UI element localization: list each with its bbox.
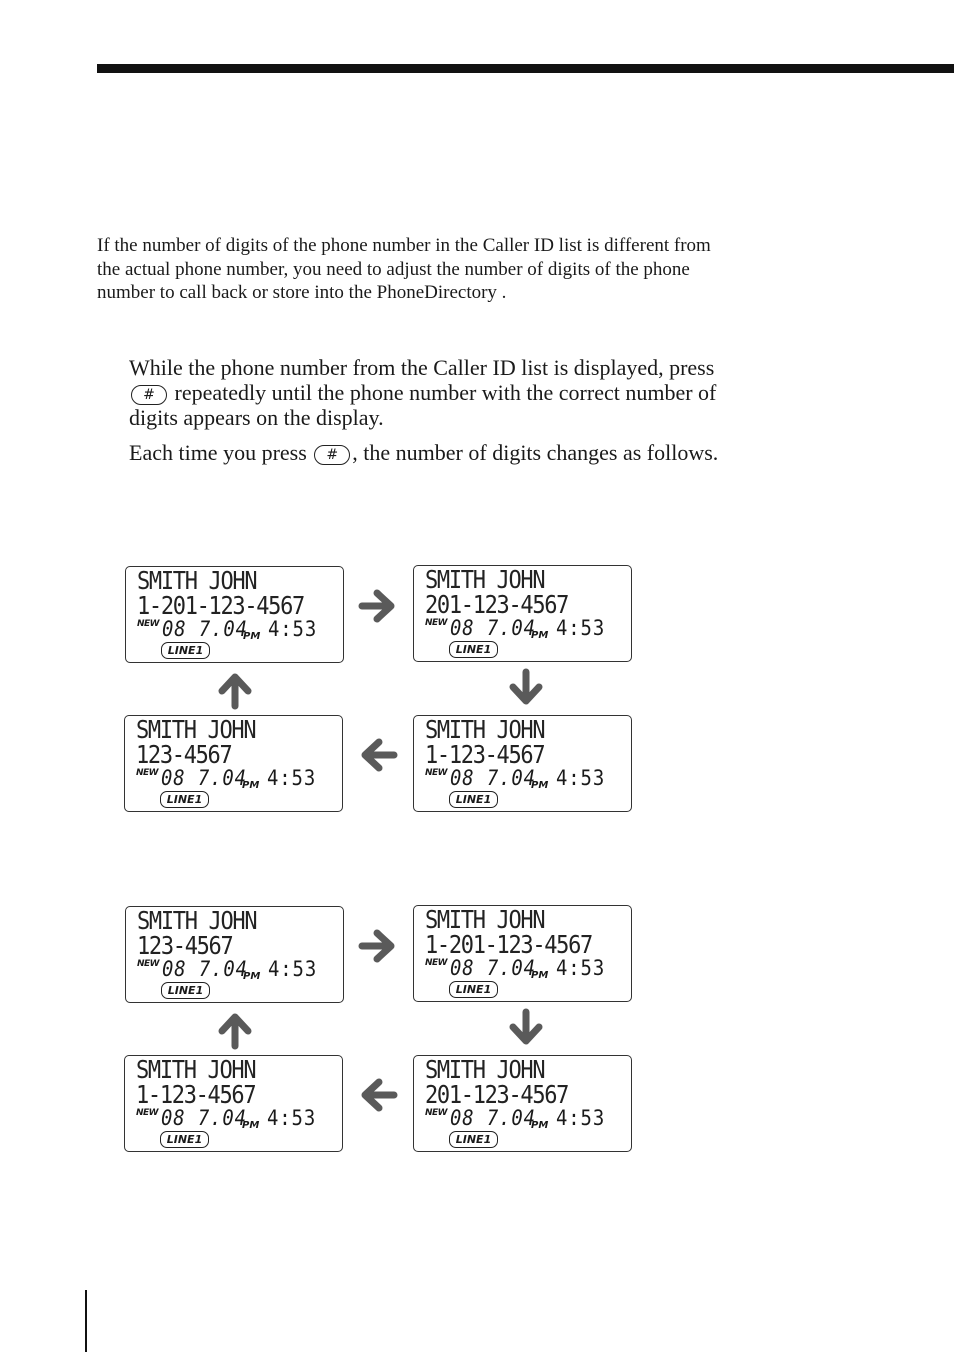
note-text-end: , the number of digits changes as follows.: [352, 440, 719, 465]
lcd-name: SMITH JOHN: [136, 715, 256, 744]
lcd-line-badge: LINE1: [160, 1131, 209, 1148]
lcd-date: 08 7.04: [162, 957, 248, 981]
lcd-time: 4:53: [556, 1106, 606, 1130]
lcd-pm-indicator: PM: [531, 1120, 549, 1131]
lcd-new-indicator: NEW: [425, 958, 448, 968]
lcd-number: 123-4567: [136, 740, 232, 769]
lcd-new-indicator: NEW: [425, 618, 448, 628]
lcd-new-indicator: NEW: [137, 619, 160, 629]
lcd-pm-indicator: PM: [531, 780, 549, 791]
lcd-display: [125, 566, 344, 663]
lcd-pm-indicator: PM: [242, 780, 260, 791]
lcd-line-badge: LINE1: [160, 791, 209, 808]
step-note: [129, 440, 759, 465]
lcd-new-indicator: NEW: [136, 1108, 159, 1118]
lcd-time: 4:53: [556, 956, 606, 980]
lcd-pm-indicator: PM: [243, 631, 261, 642]
lcd-date: 08 7.04: [450, 956, 536, 980]
lcd-line-badge: LINE1: [161, 642, 210, 659]
lcd-display: [125, 906, 344, 1003]
lcd-time: 4:53: [268, 617, 318, 641]
lcd-name: SMITH JOHN: [137, 906, 257, 935]
lcd-time: 4:53: [556, 766, 606, 790]
hash-key-icon: #: [131, 385, 167, 405]
arrow-right-icon: [358, 926, 398, 966]
lcd-time: 4:53: [267, 1106, 317, 1130]
lcd-display: [124, 1055, 343, 1152]
lcd-date: 08 7.04: [450, 766, 536, 790]
lcd-date: 08 7.04: [450, 616, 536, 640]
lcd-date: 08 7.04: [450, 1106, 536, 1130]
lcd-display: [124, 715, 343, 812]
lcd-number: 201-123-4567: [425, 590, 569, 619]
arrow-left-icon: [358, 735, 398, 775]
lcd-name: SMITH JOHN: [425, 905, 545, 934]
lcd-display: [413, 715, 632, 812]
arrow-down-icon: [506, 668, 546, 708]
lcd-name: SMITH JOHN: [136, 1055, 256, 1084]
lcd-line-badge: LINE1: [449, 791, 498, 808]
lcd-display: [413, 1055, 632, 1152]
arrow-up-icon: [215, 670, 255, 710]
lcd-name: SMITH JOHN: [137, 566, 257, 595]
intro-paragraph: If the number of digits of the phone number in the Caller ID list is different from the actual phone number, you need to adjust the number of digits of the phone number to call back or store into the PhoneDirectory .: [97, 235, 711, 303]
lcd-date: 08 7.04: [161, 766, 247, 790]
lcd-date: 08 7.04: [162, 617, 248, 641]
step-text-end: repeatedly until the phone number with the correct number of digits appears on the display.: [129, 380, 717, 430]
lcd-display: [413, 565, 632, 662]
lcd-new-indicator: NEW: [425, 1108, 448, 1118]
lcd-pm-indicator: PM: [531, 630, 549, 641]
margin-rule: [85, 1290, 87, 1352]
lcd-line-badge: LINE1: [449, 981, 498, 998]
lcd-name: SMITH JOHN: [425, 1055, 545, 1084]
lcd-line-badge: LINE1: [449, 1131, 498, 1148]
lcd-time: 4:53: [556, 616, 606, 640]
lcd-pm-indicator: PM: [242, 1120, 260, 1131]
lcd-number: 1-201-123-4567: [137, 591, 304, 620]
lcd-number: 123-4567: [137, 931, 233, 960]
lcd-number: 1-123-4567: [136, 1080, 256, 1109]
lcd-new-indicator: NEW: [136, 768, 159, 778]
lcd-date: 08 7.04: [161, 1106, 247, 1130]
lcd-display: [413, 905, 632, 1002]
lcd-number: 201-123-4567: [425, 1080, 569, 1109]
lcd-time: 4:53: [267, 766, 317, 790]
step-text-start: While the phone number from the Caller ID list is displayed, press: [129, 355, 715, 380]
top-rule: [97, 64, 954, 73]
lcd-number: 1-123-4567: [425, 740, 545, 769]
arrow-right-icon: [358, 586, 398, 626]
lcd-pm-indicator: PM: [243, 971, 261, 982]
lcd-line-badge: LINE1: [161, 982, 210, 999]
note-text-start: Each time you press: [129, 440, 313, 465]
lcd-new-indicator: NEW: [137, 959, 160, 969]
lcd-new-indicator: NEW: [425, 768, 448, 778]
arrow-down-icon: [506, 1008, 546, 1048]
lcd-line-badge: LINE1: [449, 641, 498, 658]
lcd-pm-indicator: PM: [531, 970, 549, 981]
arrow-up-icon: [215, 1010, 255, 1050]
lcd-number: 1-201-123-4567: [425, 930, 592, 959]
step-instruction: [129, 355, 759, 430]
arrow-left-icon: [358, 1075, 398, 1115]
lcd-time: 4:53: [268, 957, 318, 981]
lcd-name: SMITH JOHN: [425, 715, 545, 744]
hash-key-icon: #: [314, 445, 350, 465]
lcd-name: SMITH JOHN: [425, 565, 545, 594]
